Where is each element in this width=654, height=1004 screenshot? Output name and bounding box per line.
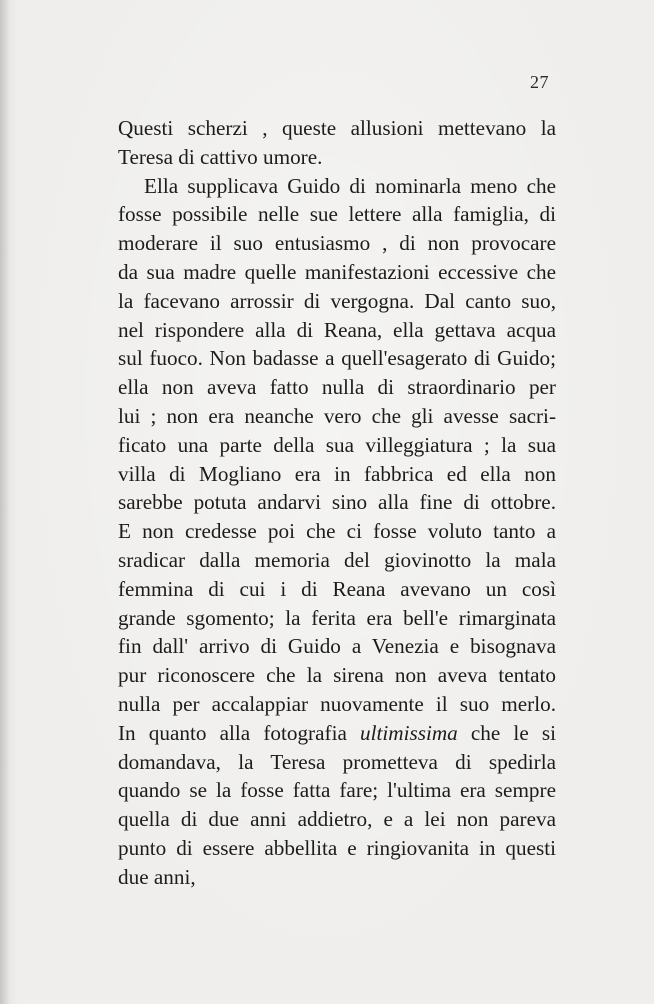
text-line: fosse possibile nelle sue lettere alla famiglia, di — [118, 202, 556, 227]
page-edge-shadow — [0, 0, 10, 1004]
text-segment: In quanto alla fotografia — [118, 720, 361, 745]
body-text — [118, 114, 556, 892]
text-line: Ella supplicava Guido di nominarla meno che — [144, 173, 556, 198]
text-line: grande sgomento; la ferita era bell'e rimarginata — [118, 605, 556, 630]
text-line: sradicar dalla memoria del giovinotto la mala — [118, 547, 556, 572]
text-line: domandava, la Teresa prometteva di spedirla — [118, 749, 556, 774]
text-line: nel rispondere alla di Reana, ella gettava acqua — [118, 317, 556, 342]
text-line: fin dall' arrivo di Guido a Venezia e bisognava — [118, 634, 556, 659]
text-line: ella non aveva fatto nulla di straordinario per — [118, 375, 556, 400]
text-line: villa di Mogliano era in fabbrica ed ella non — [118, 461, 556, 486]
text-line: ficato una parte della sua villeggiatura ; la sua — [118, 432, 556, 457]
text-line: da sua madre quelle manifestazioni eccessive che — [118, 259, 556, 284]
italic-word: ultimissima — [360, 720, 458, 745]
text-line: sarebbe potuta andarvi sino alla fine di ottobre. — [118, 490, 556, 515]
text-line: pur riconoscere che la sirena non aveva tentato — [118, 663, 556, 688]
text-line: Questi scherzi , queste allusioni mettevano la — [118, 116, 556, 140]
text-line: femmina di cui i di Reana avevano un così — [118, 576, 556, 601]
page-number: 27 — [530, 72, 549, 92]
text-line: moderare il suo entusiasmo , di non provocare — [118, 231, 556, 256]
text-line: due anni, — [118, 864, 196, 889]
text-line: nulla per accalappiar nuovamente il suo merlo. — [118, 691, 556, 716]
text-line: punto di essere abbellita e ringiovanita in questi — [118, 835, 556, 860]
text-line: lui ; non era neanche vero che gli avesse sacri- — [118, 403, 556, 428]
text-line: sul fuoco. Non badasse a quell'esagerato di Guido; — [118, 346, 556, 371]
text-segment: che le si — [457, 720, 556, 745]
text-line: la facevano arrossir di vergogna. Dal canto suo, — [118, 288, 556, 313]
text-line: Teresa di cattivo umore. — [118, 144, 323, 169]
text-line: E non credesse poi che ci fosse voluto tanto a — [118, 519, 556, 544]
text-line: quando se la fosse fatta fare; l'ultima era sempre — [118, 778, 556, 803]
text-line-with-italic — [118, 719, 556, 748]
text-line: quella di due anni addietro, e a lei non pareva — [118, 807, 556, 832]
